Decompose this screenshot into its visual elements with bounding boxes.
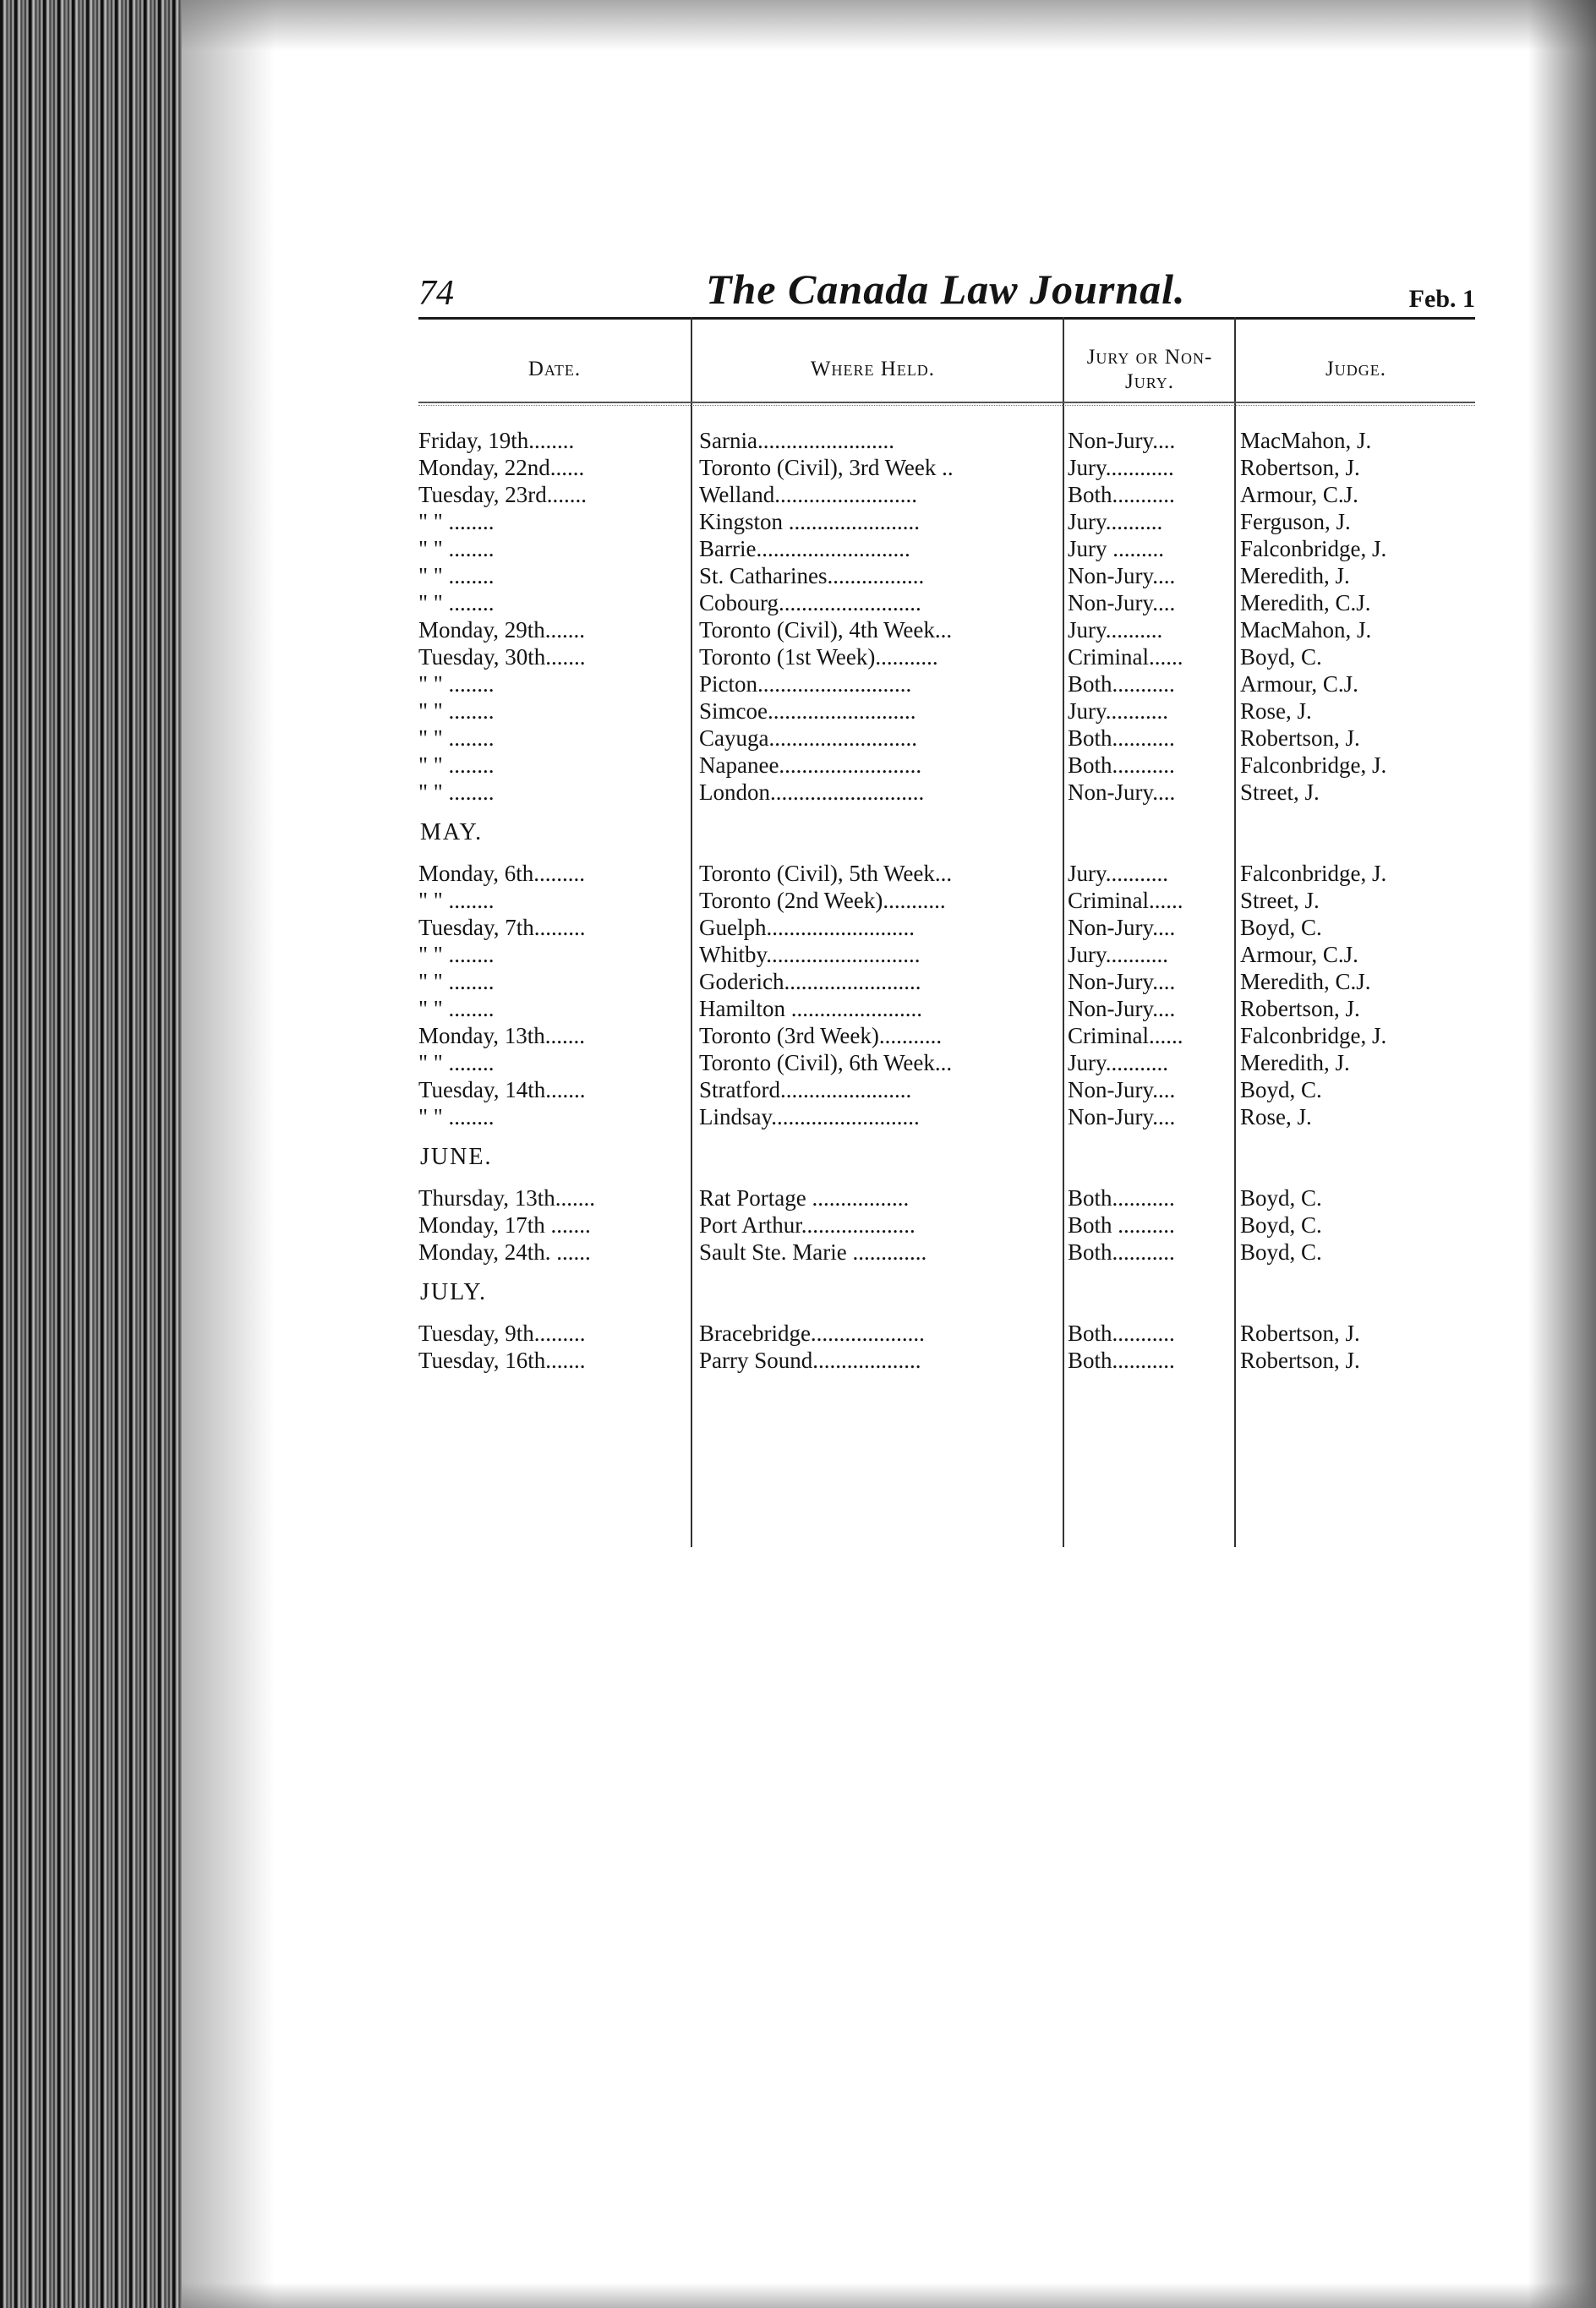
cell-judge: Robertson, J. [1240,1348,1360,1373]
binding-fade [182,0,275,2308]
cell-date: " " ........ [418,671,495,697]
cell-judge: Meredith, C.J. [1240,590,1371,615]
cell-date: Tuesday, 14th....... [418,1077,586,1102]
cell-jury: Jury.......... [1068,509,1163,534]
cell-jury: Criminal...... [1068,1023,1183,1048]
cell-jury: Jury.......... [1068,617,1163,643]
cell-place: Sault Ste. Marie ............. [699,1239,927,1265]
cell-date: " " ........ [418,590,495,615]
table-row [418,941,1475,968]
cell-judge: Ferguson, J. [1240,509,1351,534]
cell-jury: Both........... [1068,752,1175,778]
cell-place: Toronto (2nd Week)........... [699,888,946,913]
cell-place: Toronto (Civil), 3rd Week .. [699,455,954,480]
cell-date: " " ........ [418,779,495,805]
cell-jury: Criminal...... [1068,644,1183,670]
cell-date: Tuesday, 7th......... [418,915,586,940]
cell-place: Sarnia........................ [699,428,894,453]
cell-place: London........................... [699,779,925,805]
cell-date: Monday, 6th......... [418,861,585,886]
table-row [418,508,1475,535]
journal-title: The Canada Law Journal. [706,265,1186,313]
cell-judge: Robertson, J. [1240,996,1360,1021]
cell-jury: Non-Jury.... [1068,1077,1176,1102]
scan-right-edge [1528,0,1596,2308]
table-row [418,535,1475,562]
table-row [418,779,1475,806]
column-header-where-held: Where Held. [810,358,936,381]
table-row [418,1347,1475,1374]
table-row [418,1022,1475,1049]
table-row [418,860,1475,887]
cell-place: Barrie........................... [699,536,910,561]
cell-jury: Both........... [1068,1321,1175,1346]
cell-place: Hamilton ....................... [699,996,922,1021]
cell-place: Port Arthur.................... [699,1212,916,1238]
cell-date: Thursday, 13th....... [418,1185,595,1211]
cell-judge: Robertson, J. [1240,1321,1360,1346]
cell-jury: Both........... [1068,671,1175,697]
cell-judge: Meredith, J. [1240,563,1350,588]
cell-place: Simcoe.......................... [699,698,916,724]
cell-judge: Street, J. [1240,888,1320,913]
cell-judge: MacMahon, J. [1240,617,1372,643]
cell-jury: Jury........... [1068,942,1168,967]
table-row [418,887,1475,914]
table-row [418,914,1475,941]
cell-jury: Both .......... [1068,1212,1175,1238]
cell-judge: Falconbridge, J. [1240,752,1387,778]
cell-jury: Both........... [1068,725,1175,751]
table-row [418,427,1475,454]
cell-judge: Robertson, J. [1240,455,1360,480]
cell-jury: Non-Jury.... [1068,779,1176,805]
cell-jury: Jury ......... [1068,536,1164,561]
cell-judge: Boyd, C. [1240,1239,1322,1265]
table-row [418,968,1475,995]
table-row [418,1211,1475,1239]
table-row [418,562,1475,589]
cell-place: Toronto (Civil), 5th Week... [699,861,953,886]
cell-judge: Rose, J. [1240,1104,1312,1129]
cell-jury: Non-Jury.... [1068,563,1176,588]
cell-place: Toronto (Civil), 4th Week... [699,617,953,643]
cell-place: Cayuga.......................... [699,725,917,751]
cell-judge: Boyd, C. [1240,1077,1322,1102]
cell-place: Welland......................... [699,482,918,507]
table-row [418,589,1475,616]
table-row [418,1103,1475,1130]
cell-place: Toronto (3rd Week)........... [699,1023,943,1048]
cell-judge: MacMahon, J. [1240,428,1372,453]
cell-place: Guelph.......................... [699,915,915,940]
cell-jury: Non-Jury.... [1068,915,1176,940]
cell-judge: Boyd, C. [1240,1212,1322,1238]
cell-judge: Meredith, J. [1240,1050,1350,1075]
cell-place: Picton........................... [699,671,912,697]
table-row [418,1239,1475,1266]
table-row [418,616,1475,643]
scan-bottom-edge [182,2283,1596,2308]
cell-date: " " ........ [418,1050,495,1075]
table-row [418,670,1475,697]
cell-judge: Falconbridge, J. [1240,861,1387,886]
cell-date: Monday, 13th....... [418,1023,585,1048]
cell-jury: Both........... [1068,1185,1175,1211]
cell-place: Toronto (Civil), 6th Week... [699,1050,953,1075]
cell-place: St. Catharines................. [699,563,925,588]
column-header-date: Date. [527,358,582,381]
cell-date: " " ........ [418,536,495,561]
table-row [418,643,1475,670]
cell-date: " " ........ [418,969,495,994]
cell-place: Lindsay.......................... [699,1104,920,1129]
table-row [418,1320,1475,1347]
cell-judge: Rose, J. [1240,698,1312,724]
cell-jury: Non-Jury.... [1068,590,1176,615]
book-binding-shadow [0,0,182,2308]
cell-date: Tuesday, 9th......... [418,1321,586,1346]
table-section [418,806,1475,1130]
running-header [418,249,1475,320]
table-row [418,995,1475,1022]
cell-date: Monday, 29th....... [418,617,585,643]
cell-judge: Falconbridge, J. [1240,536,1387,561]
table-row [418,1184,1475,1211]
cell-place: Stratford....................... [699,1077,912,1102]
cell-jury: Jury............ [1068,455,1174,480]
cell-date: " " ........ [418,888,495,913]
cell-date: Monday, 17th ....... [418,1212,591,1238]
cell-jury: Jury........... [1068,861,1168,886]
cell-place: Rat Portage ................. [699,1185,910,1211]
table-row [418,725,1475,752]
cell-judge: Falconbridge, J. [1240,1023,1387,1048]
cell-place: Parry Sound................... [699,1348,921,1373]
cell-judge: Robertson, J. [1240,725,1360,751]
month-heading: MAY. [420,819,484,845]
cell-date: " " ........ [418,725,495,751]
cell-jury: Both........... [1068,1348,1175,1373]
month-heading: JUNE. [420,1144,493,1170]
cell-judge: Armour, C.J. [1240,482,1358,507]
cell-date: " " ........ [418,942,495,967]
table-row [418,1049,1475,1076]
cell-place: Kingston ....................... [699,509,921,534]
cell-date: Tuesday, 16th....... [418,1348,586,1373]
table-row [418,481,1475,508]
cell-judge: Boyd, C. [1240,644,1322,670]
header-rule [418,402,1475,406]
cell-date: " " ........ [418,996,495,1021]
table-row [418,752,1475,779]
cell-date: " " ........ [418,698,495,724]
table-row [418,1076,1475,1103]
cell-date: Tuesday, 23rd....... [418,482,588,507]
cell-jury: Jury........... [1068,698,1168,724]
cell-place: Whitby........................... [699,942,921,967]
document-page [418,249,1475,1373]
cell-date: " " ........ [418,1104,495,1129]
column-header-jury: Jury or Non-Jury. [1086,345,1213,393]
cell-judge: Boyd, C. [1240,915,1322,940]
month-heading: JULY. [420,1279,488,1305]
cell-judge: Meredith, C.J. [1240,969,1371,994]
scan-top-edge [182,0,1596,51]
cell-date: Tuesday, 30th....... [418,644,586,670]
cell-jury: Both........... [1068,1239,1175,1265]
cell-date: Friday, 19th........ [418,428,575,453]
cell-place: Napanee......................... [699,752,922,778]
cell-jury: Both........... [1068,482,1175,507]
cell-date: Monday, 24th. ...... [418,1239,591,1265]
cell-jury: Non-Jury.... [1068,996,1176,1021]
cell-judge: Armour, C.J. [1240,942,1358,967]
column-header-judge: Judge. [1325,358,1386,381]
table-section [418,427,1475,806]
cell-place: Cobourg......................... [699,590,921,615]
cell-place: Bracebridge.................... [699,1321,925,1346]
cell-date: " " ........ [418,563,495,588]
table-section [418,1130,1475,1266]
cell-place: Goderich........................ [699,969,921,994]
cell-place: Toronto (1st Week)........... [699,644,938,670]
cell-judge: Street, J. [1240,779,1320,805]
cell-jury: Non-Jury.... [1068,1104,1176,1129]
page-number: 74 [418,274,454,313]
cell-date: " " ........ [418,752,495,778]
cell-jury: Non-Jury.... [1068,969,1176,994]
cell-jury: Non-Jury.... [1068,428,1176,453]
cell-date: Monday, 22nd...... [418,455,585,480]
cell-judge: Boyd, C. [1240,1185,1322,1211]
cell-date: " " ........ [418,509,495,534]
cell-jury: Criminal...... [1068,888,1183,913]
table-row [418,454,1475,481]
table-row [418,697,1475,725]
table-section [418,1266,1475,1374]
assize-table [418,427,1475,1374]
issue-date: Feb. 1 [1408,285,1475,313]
cell-jury: Jury........... [1068,1050,1168,1075]
cell-judge: Armour, C.J. [1240,671,1358,697]
